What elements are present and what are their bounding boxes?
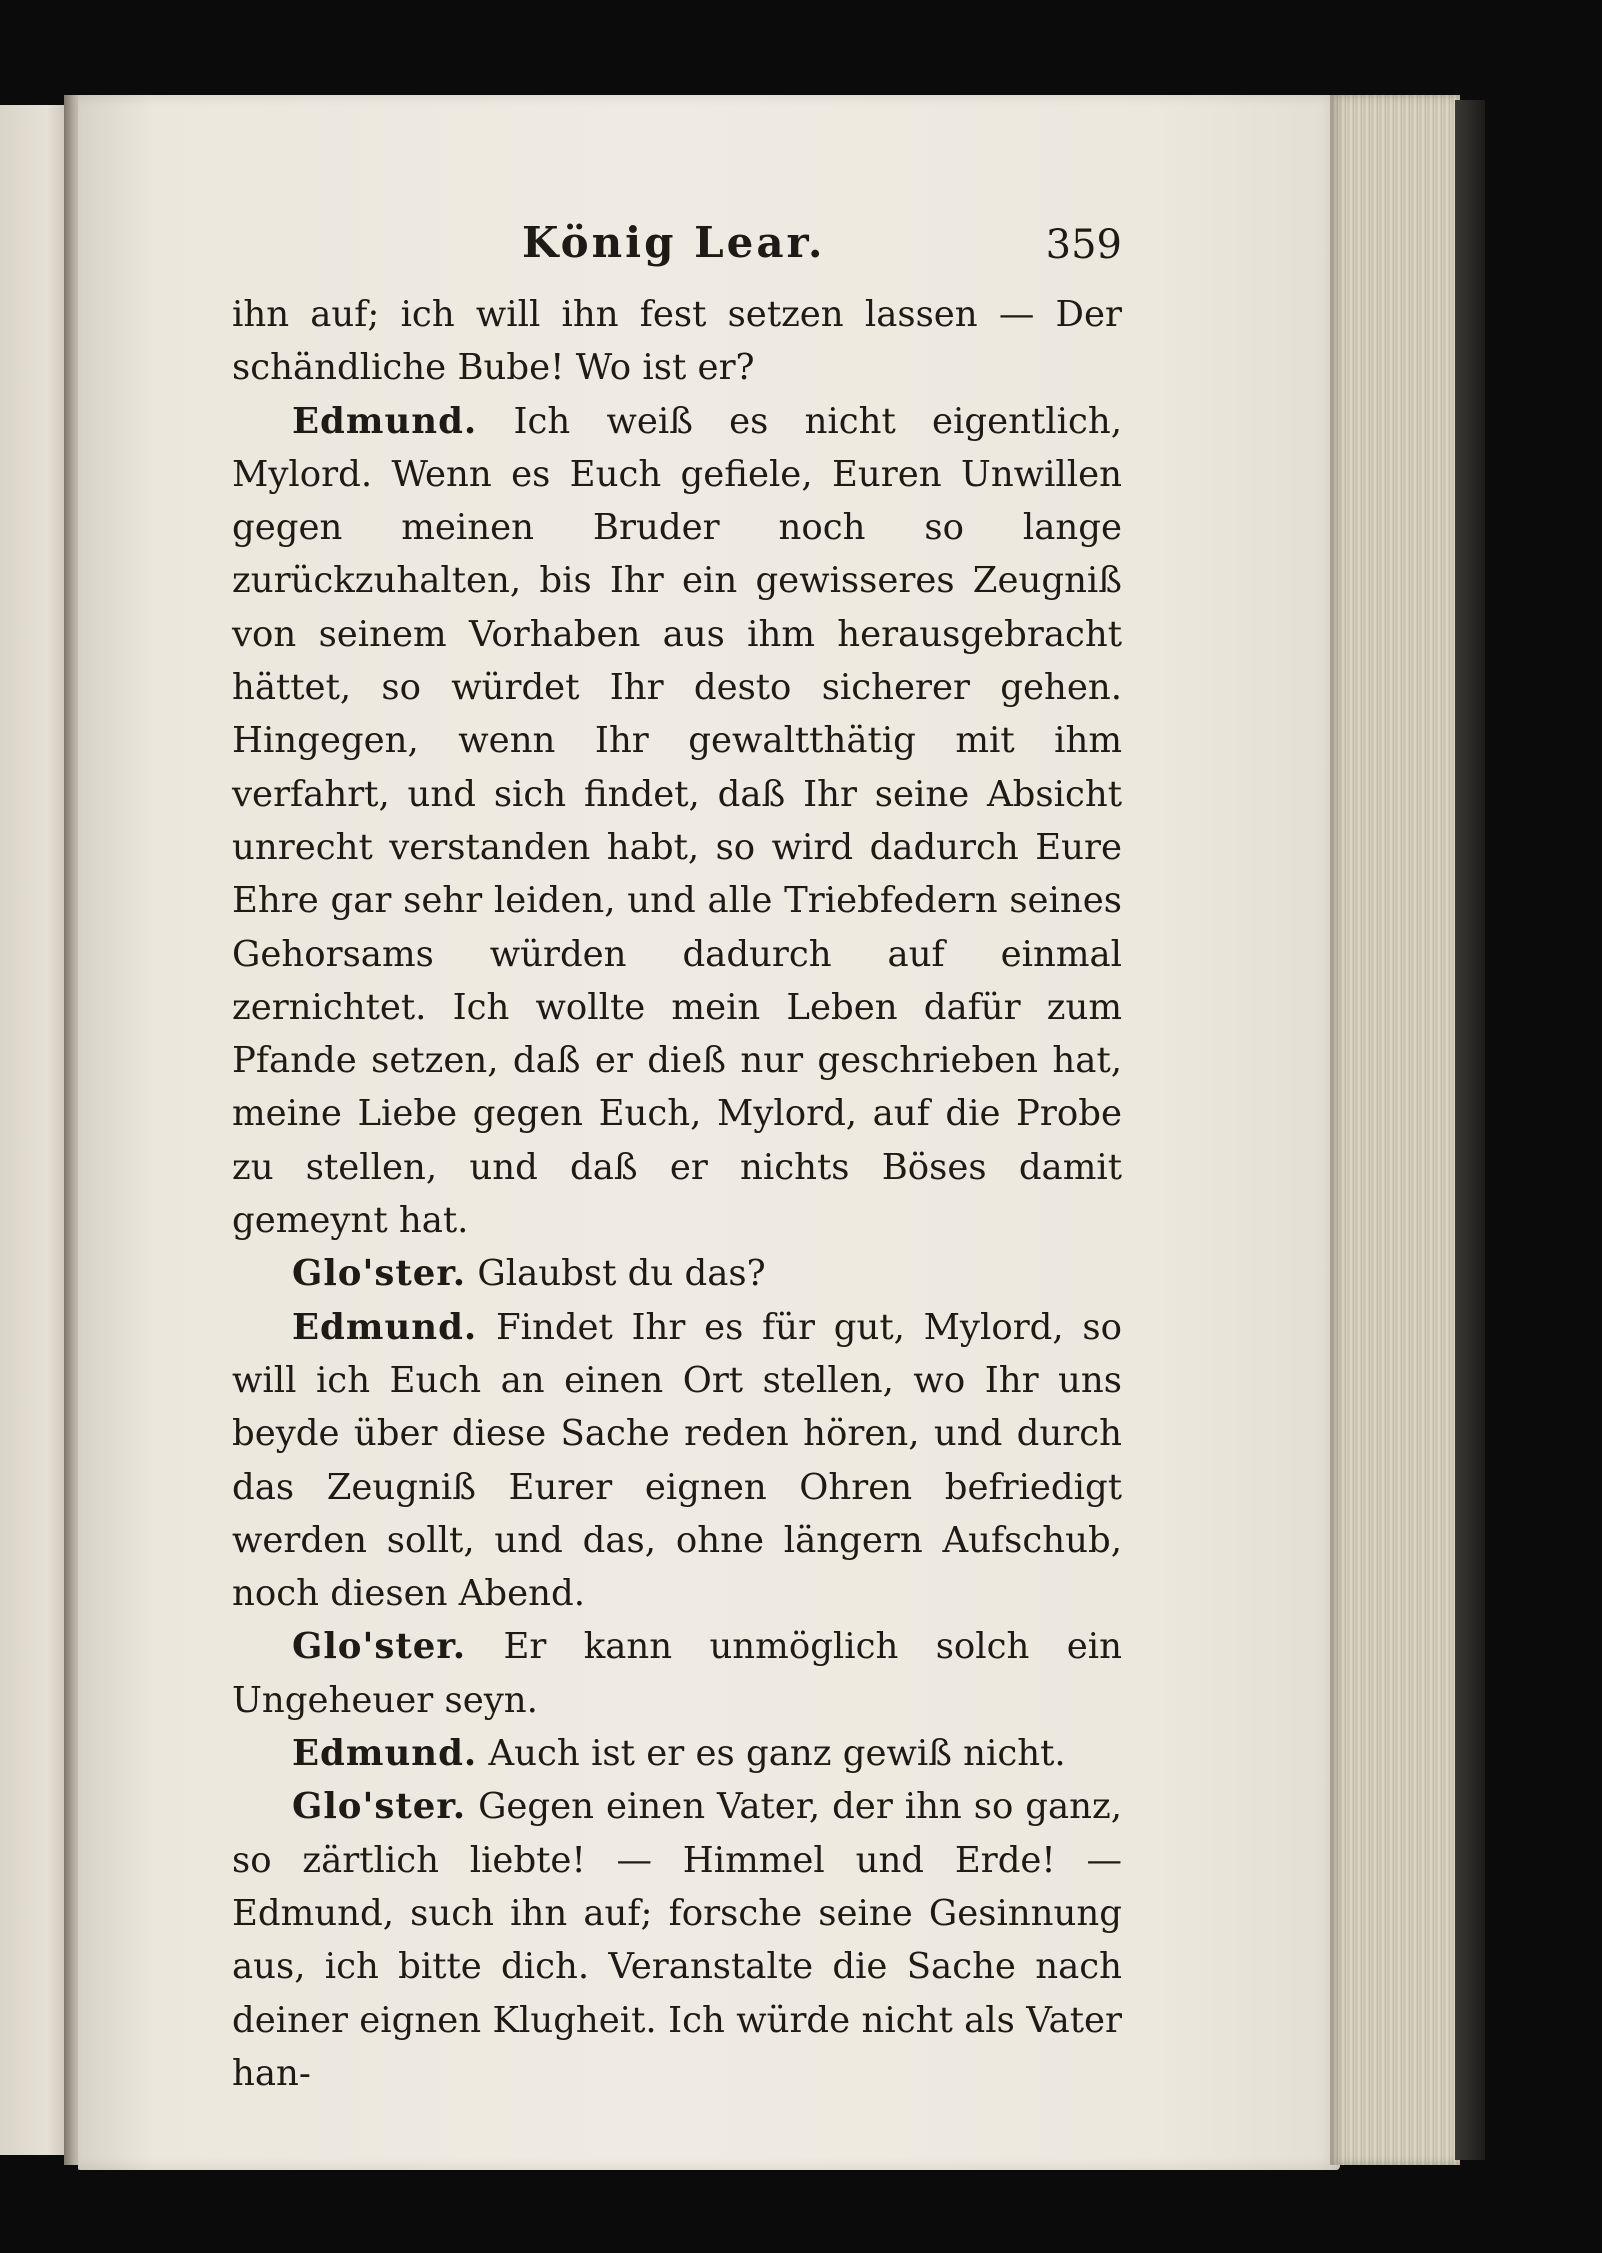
running-title: König Lear. <box>522 218 826 267</box>
page-header <box>232 218 1122 288</box>
speaker-name: Glo'ster. <box>292 1253 467 1295</box>
paragraph <box>232 1727 1122 1780</box>
page-text-block <box>232 218 1122 2100</box>
page-stack-edges <box>1330 95 1460 2165</box>
speaker-name: Edmund. <box>292 400 478 442</box>
paragraph-text: ihn auf; ich will ihn fest setzen lassen — Der schändliche Bube! Wo ist er? <box>232 294 1122 389</box>
paragraph <box>232 1780 1122 2100</box>
paragraph <box>232 1247 1122 1300</box>
book-cover-edge <box>1455 100 1485 2160</box>
paragraph <box>232 395 1122 1248</box>
paragraph-text: Glaubst du das? <box>477 1253 766 1295</box>
paragraph-text: Findet Ihr es für gut, Mylord, so will ich Euch an einen Ort stellen, wo Ihr uns beyde über diese Sache reden hören, und durch das Zeugniß Eurer eignen Ohren befriedigt werden sollt, und das, ohne längern Aufschub, noch diesen Abend. <box>232 1306 1122 1615</box>
paragraph <box>232 1301 1122 1621</box>
paragraph-text: Auch ist er es ganz gewiß nicht. <box>488 1733 1066 1775</box>
paragraph-text: Gegen einen Vater, der ihn so ganz, so zärtlich liebte! — Himmel und Erde! — Edmund, such ihn auf; forsche seine Gesinnung aus, ich bitte dich. Veranstalte die Sache nach deiner eignen Klugheit. Ich würde nicht als Vater han- <box>232 1786 1122 2094</box>
speaker-name: Glo'ster. <box>292 1626 467 1668</box>
page-number: 359 <box>1045 222 1122 268</box>
speaker-name: Glo'ster. <box>292 1786 467 1828</box>
paragraph-text: Ich weiß es nicht eigentlich, Mylord. Wenn es Euch gefiele, Euren Unwillen gegen meinen Bruder noch so lange zurückzuhalten, bis Ihr ein gewisseres Zeugniß von seinem Vorhaben aus ihm herausgebracht hättet, so würdet Ihr desto sicherer gehen. Hingegen, wenn Ihr gewaltthätig mit ihm verfahrt, und sich findet, daß Ihr seine Absicht unrecht verstanden habt, so wird dadurch Eure Ehre gar sehr leiden, und alle Triebfedern seines Gehorsams würden dadurch auf einmal zernichtet. Ich wollte mein Leben dafür zum Pfande setzen, daß er dieß nur geschrieben hat, meine Liebe gegen Euch, Mylord, auf die Probe zu stellen, und daß er nichts Böses damit gemeynt hat. <box>232 400 1122 1242</box>
paragraph <box>232 288 1122 395</box>
speaker-name: Edmund. <box>292 1733 478 1775</box>
paragraph-text: Er kann unmöglich solch ein Ungeheuer seyn. <box>232 1626 1122 1721</box>
body-text <box>232 288 1122 2100</box>
speaker-name: Edmund. <box>292 1306 478 1348</box>
paragraph <box>232 1620 1122 1727</box>
